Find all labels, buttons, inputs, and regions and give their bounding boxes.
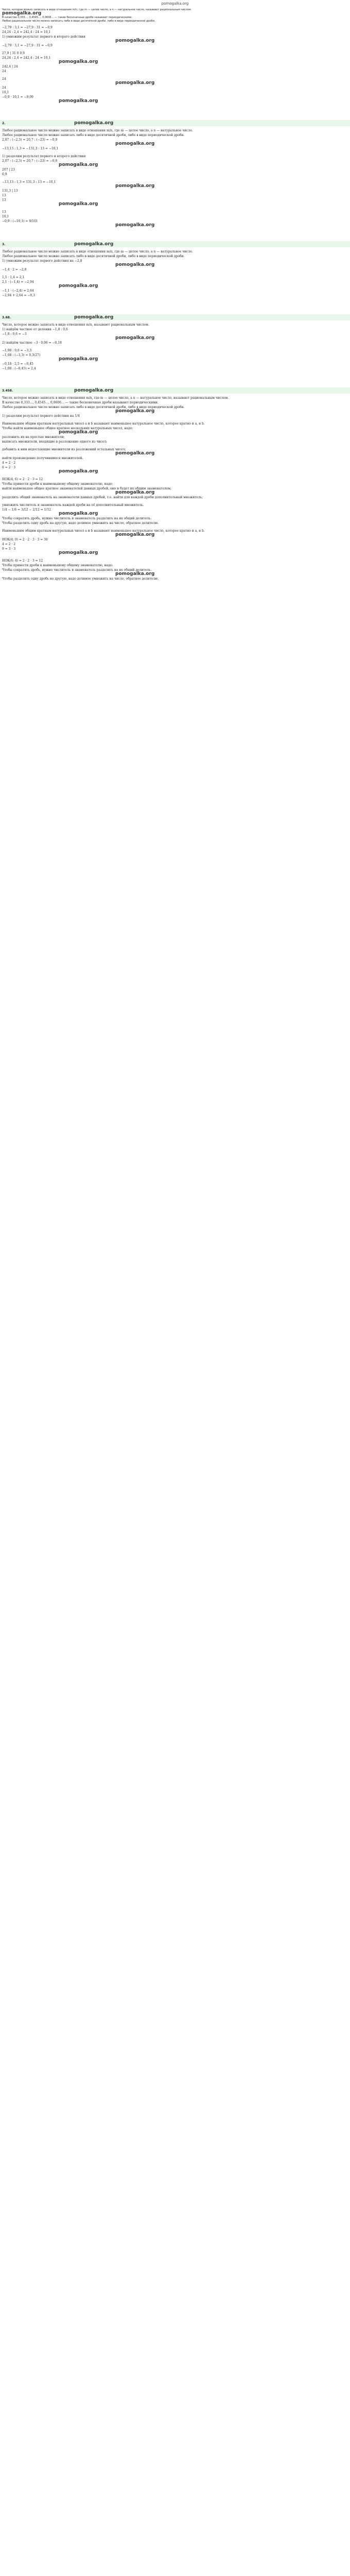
solution-line: 10,1 (2, 91, 9, 94)
solution-line: −2,94 + 2,64 = −0,3 (2, 294, 35, 297)
watermark: pomogalka.org (59, 98, 98, 104)
solution-line: 6 = 2 · 3 (2, 466, 16, 469)
solution-line: −2,79 : 3,1 = −27,9 : 31 = −0,9 (2, 26, 52, 29)
watermark: pomogalka.org (59, 550, 98, 555)
solution-line: Наименьшим общим кратным натуральных чисел a и b называют наименьшее натуральное число, которое кратно и a, и b. (2, 422, 205, 426)
section-label: 3.458. (2, 388, 13, 393)
solution-line: −13,13 : 1,3 = 131,3 : 13 = −10,1 (2, 180, 56, 184)
section-header (0, 387, 350, 394)
solution-line: −1,8 : 0,6 = −3 (2, 332, 27, 336)
section-spacer (0, 302, 350, 313)
watermark: pomogalka.org (59, 469, 98, 474)
solution-line: разложить их на простые множители; (2, 435, 65, 439)
watermark: pomogalka.org (59, 59, 98, 64)
solution-line: 131,3 | 13 (2, 189, 18, 193)
section-body (0, 321, 350, 375)
solution-line: Любое рациональное число можно записать либо в виде десятичной дроби, либо в виде периодической дроби. (2, 405, 185, 409)
spacer (2, 104, 348, 107)
solution-line: Чтобы разделить одну дробь на другую, надо делимое умножить на число, обратное делителю. (2, 577, 159, 581)
section-header (0, 314, 350, 320)
watermark: pomogalka.org (115, 183, 155, 189)
watermark: pomogalka.org (74, 387, 114, 393)
watermark: pomogalka.org (59, 430, 98, 435)
intro-paragraph-3: Любое рациональное число можно записать либо в виде десятичной дроби, либо в виде периодической дроби. (2, 20, 155, 23)
spacer (2, 371, 348, 374)
watermark: pomogalka.org (59, 357, 98, 362)
solution-line: 1) разделим результат первого действия на 1/4 (2, 414, 80, 418)
solution-line: добавить к ним недостающие множители из разложений остальных чисел; (2, 448, 126, 451)
solution-line: В качестве 0,333..., 0,4545..., 0,0606... — такие бесконечные дроби называют периодическими. (2, 401, 159, 404)
solution-line: 1,5 · 1,4 = 2,1 (2, 276, 25, 279)
solution-line: разделить общий знаменатель на знаменатели данных дробей, т.е. найти для каждой дроби дополнительный множитель; (2, 496, 203, 499)
solution-line: 24,24 : 2,4 = 242,4 : 24 = 10,1 (2, 30, 51, 34)
watermark: pomogalka.org (115, 38, 155, 43)
solution-line: 2) найдём частное −3 · 0,06 = −0,18 (2, 341, 62, 345)
section-header (0, 120, 350, 126)
watermark: pomogalka.org (115, 532, 155, 537)
solution-line: 13 (2, 198, 6, 202)
section-label: 2. (2, 121, 6, 125)
watermark: pomogalka.org (115, 451, 155, 456)
solution-line: Число, которое можно записать в виде отношения m/n, называют рациональным числом. (2, 323, 149, 327)
section-spacer (0, 585, 350, 597)
solution-line: −1,1 · (−2,4) = 2,64 (2, 289, 34, 293)
section-spacer (0, 375, 350, 386)
intro-paragraph-2: В качестве 0,333..., 0,4545..., 0,0606... — такие бесконечные дроби называют периодическими. (2, 16, 133, 19)
watermark: pomogalka.org (115, 141, 155, 146)
section-spacer (0, 108, 350, 119)
section-label: 3. (2, 242, 6, 246)
solution-line: 24 (2, 70, 6, 73)
solution-line: Чтобы сократить дробь, нужно числитель и знаменатель разделить на их общий делитель. (2, 568, 152, 572)
solution-line: −1,98 : 0,6 = −3,3 (2, 349, 32, 352)
section-body (0, 127, 350, 229)
solution-line: Чтобы найти наименьшее общее кратное нескольких натуральных чисел, надо: (2, 427, 133, 430)
solution-line: 24,24 : 2,4 = 242,4 : 24 = 10,1 (2, 56, 51, 60)
solution-line: −1,4 · 2 = −2,8 (2, 268, 27, 272)
solution-line: Чтобы разделить одну дробь на другую, надо делимое умножить на число, обратное делителю. (2, 521, 159, 525)
solution-line: −13,13 : 1,3 = −131,3 : 13 = −10,1 (2, 147, 59, 150)
watermark: pomogalka.org (74, 314, 114, 320)
solution-line: 207 | 23 (2, 168, 15, 172)
solution-line: 1/4 − 1/6 = 3/12 − 2/12 = 1/12 (2, 508, 51, 512)
solution-line: 1) разделим результат первого и второго действия (2, 155, 86, 158)
solution-line: −0,18 · 2,5 = −0,45 (2, 362, 33, 366)
solution-line: 2,1 · (−1,4) = −2,94 (2, 280, 34, 284)
solution-line: 10,1 (2, 215, 9, 218)
spacer (2, 298, 348, 301)
solution-line: 24 (2, 86, 6, 90)
solution-line: НОК(4; 6) = 2 · 2 · 3 = 12 (2, 478, 43, 481)
solution-line: Чтобы привести дроби к наименьшему общему знаменателю, надо: (2, 482, 113, 486)
solution-line: НОК(6; 4) = 2 · 2 · 3 = 12 (2, 559, 43, 563)
section-body (0, 248, 350, 302)
solution-line: выписать множители, входящие в разложение одного из чисел; (2, 440, 108, 444)
solution-line: Любое рациональное число можно записать в виде отношения m/n, где m — целое число, а n — натуральное число. (2, 129, 193, 132)
section-label: 3.68. (2, 315, 11, 319)
solution-line: НОК(4; 9) = 2 · 2 · 3 · 3 = 36 (2, 538, 48, 541)
solution-sections (0, 24, 350, 597)
solution-line: найти наименьшее общее кратное знаменателей данных дробей, оно и будет их общим знаменателем; (2, 487, 171, 490)
solution-line: −1,08 : (−3,3) = 0,3(27) (2, 353, 41, 357)
intro-block (0, 7, 350, 24)
site-brand[interactable]: pomogalka.org (161, 1, 189, 6)
watermark: pomogalka.org (59, 201, 98, 207)
solution-line: 2,07 : (−2,3) = 20,7 : (−23) = −0,9 (2, 159, 58, 163)
watermark: pomogalka.org (115, 335, 155, 341)
watermark: pomogalka.org (74, 241, 114, 247)
solution-line: Любое рациональное число можно записать либо в виде десятичной дроби, либо в виде периодической дроби. (2, 255, 185, 258)
solution-line: Число, которое можно записать в виде отношения m/n, где m — целое число, а n — натуральное число, называют рациональным числом. (2, 396, 229, 400)
solution-line: 13 (2, 210, 6, 214)
solution-line: 24 (2, 77, 6, 81)
watermark: pomogalka.org (115, 571, 155, 577)
solution-line: 4 = 2 · 2 (2, 461, 16, 465)
watermark: pomogalka.org (115, 80, 155, 86)
solution-line: 4 = 2 · 2 (2, 543, 16, 546)
watermark: pomogalka.org (115, 409, 155, 414)
section-body (0, 395, 350, 585)
solution-line: Наименьшим общим кратным натуральных чисел a и b называют наименьшее натуральное число, которое кратно и a, и b. (2, 529, 205, 533)
solution-line: 27,9 | 31 0 0,9 (2, 52, 25, 55)
watermark: pomogalka.org (59, 162, 98, 167)
solution-line: Любое рациональное число можно записать либо в виде десятичной дроби, либо в виде периодической дроби. (2, 133, 185, 137)
solution-line: 2,07 : (−2,3) = 20,7 : (−23) = −0,9 (2, 138, 58, 142)
watermark: pomogalka.org (115, 223, 155, 228)
solution-line: −2,79 · 3,1 = −27,9 : 31 = −0,9 (2, 44, 52, 47)
solution-line: Любое рациональное число можно записать в виде отношения m/n, где m — целое число, а n — натуральное число. (2, 250, 193, 253)
solution-line: найти произведение получившихся множителей. (2, 456, 83, 460)
watermark: pomogalka.org (59, 511, 98, 516)
solution-line: −0,9 · 10,1 = −9,09 (2, 95, 33, 99)
solution-line: −0,9 : (−10,1) = 9/101 (2, 219, 38, 223)
section-spacer (0, 229, 350, 240)
watermark: pomogalka.org (74, 120, 114, 126)
watermark: pomogalka.org (59, 283, 98, 289)
solution-line: умножить числитель и знаменатель каждой дроби на её дополнительный множитель. (2, 503, 144, 507)
solution-line: 13 (2, 194, 6, 197)
section-body (0, 24, 350, 108)
solution-line: 242,4 | 24 (2, 65, 18, 69)
spacer (2, 581, 348, 584)
site-header (0, 0, 350, 7)
solution-line: −1,08 : (−0,45) = 2,4 (2, 367, 36, 370)
watermark: pomogalka.org (2, 11, 42, 16)
watermark: pomogalka.org (115, 490, 155, 495)
solution-line: 0,9 (2, 173, 7, 176)
solution-line: 1) умножим результат первого и второго действия (2, 35, 85, 39)
watermark: pomogalka.org (115, 262, 155, 267)
intro-paragraph-1: Число, которое можно записать в виде отношения m/n, где m — целое число, а n — натуральное число, называют рациональным числом. (2, 8, 192, 11)
page (0, 0, 350, 597)
solution-line: 9 = 3 · 3 (2, 547, 16, 551)
solution-line: Чтобы привести дроби к наименьшему общему знаменателю, надо: (2, 564, 113, 567)
solution-line: Чтобы сократить дробь, нужно числитель и знаменатель разделить на их общий делитель. (2, 517, 152, 520)
solution-line: 1) умножим результат первого действия на −2,8 (2, 259, 82, 263)
solution-line: 1) найдём частное от деления −1,8 : 0,6 (2, 328, 68, 331)
section-header (0, 241, 350, 247)
